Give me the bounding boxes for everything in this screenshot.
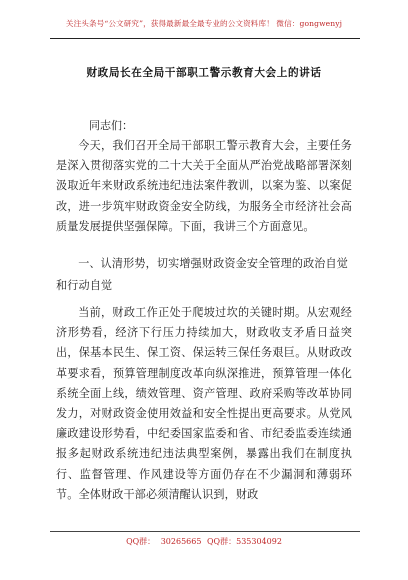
document-title: 财政局长在全局干部职工警示教育大会上的讲话 [86, 67, 322, 79]
salutation: 同志们： [89, 119, 133, 132]
body-paragraph: 当前，财政工作正处于爬坡过坎的关键时期。从宏观经济形势看，经济下行压力持续加大，财政收支矛盾日益突出，保基本民生、保工资、保运转三保任务艰巨。从财政改革要求看，预算管理制度改革向纵深推进，预算管理一体化系统全面上线，绩效管理、资产管理、政府采购等改革协同发力，对财政资金使用效益和安全性提出更高要求。从党风廉政建设形势看，中纪委国家监委和省、市纪委监委连续通报多起财政系统违纪违法典型案例，暴露出我们在制度执行、监督管理、作风建设等方面仍存在不少漏洞和薄弱环节。全体财政干部必须清醒认识到，财政 [56, 306, 352, 501]
header-banner: 关注头条号“公文研究”，获得最新最全最专业的公文资料库！ 微信：gongwenyj [65, 19, 343, 28]
footer-divider [50, 531, 360, 532]
footer-contact: QQ群： 30265665 QQ群：535304092 [126, 537, 282, 546]
header-divider [50, 38, 360, 39]
section-heading: 一、认清形势，切实增强财政资金安全管理的政治自觉和行动自觉 [56, 257, 349, 292]
body-paragraph: 今天，我们召开全局干部职工警示教育大会，主要任务是深入贯彻落实党的二十大关于全面从严治党战略部署深刻汲取近年来财政系统违纪违法案件教训，以案为鉴、以案促改，进一步筑牢财政资金安全防线，为服务全市经济社会高质量发展提供坚强保障。下面，我讲三个方面意见。 [56, 139, 352, 233]
